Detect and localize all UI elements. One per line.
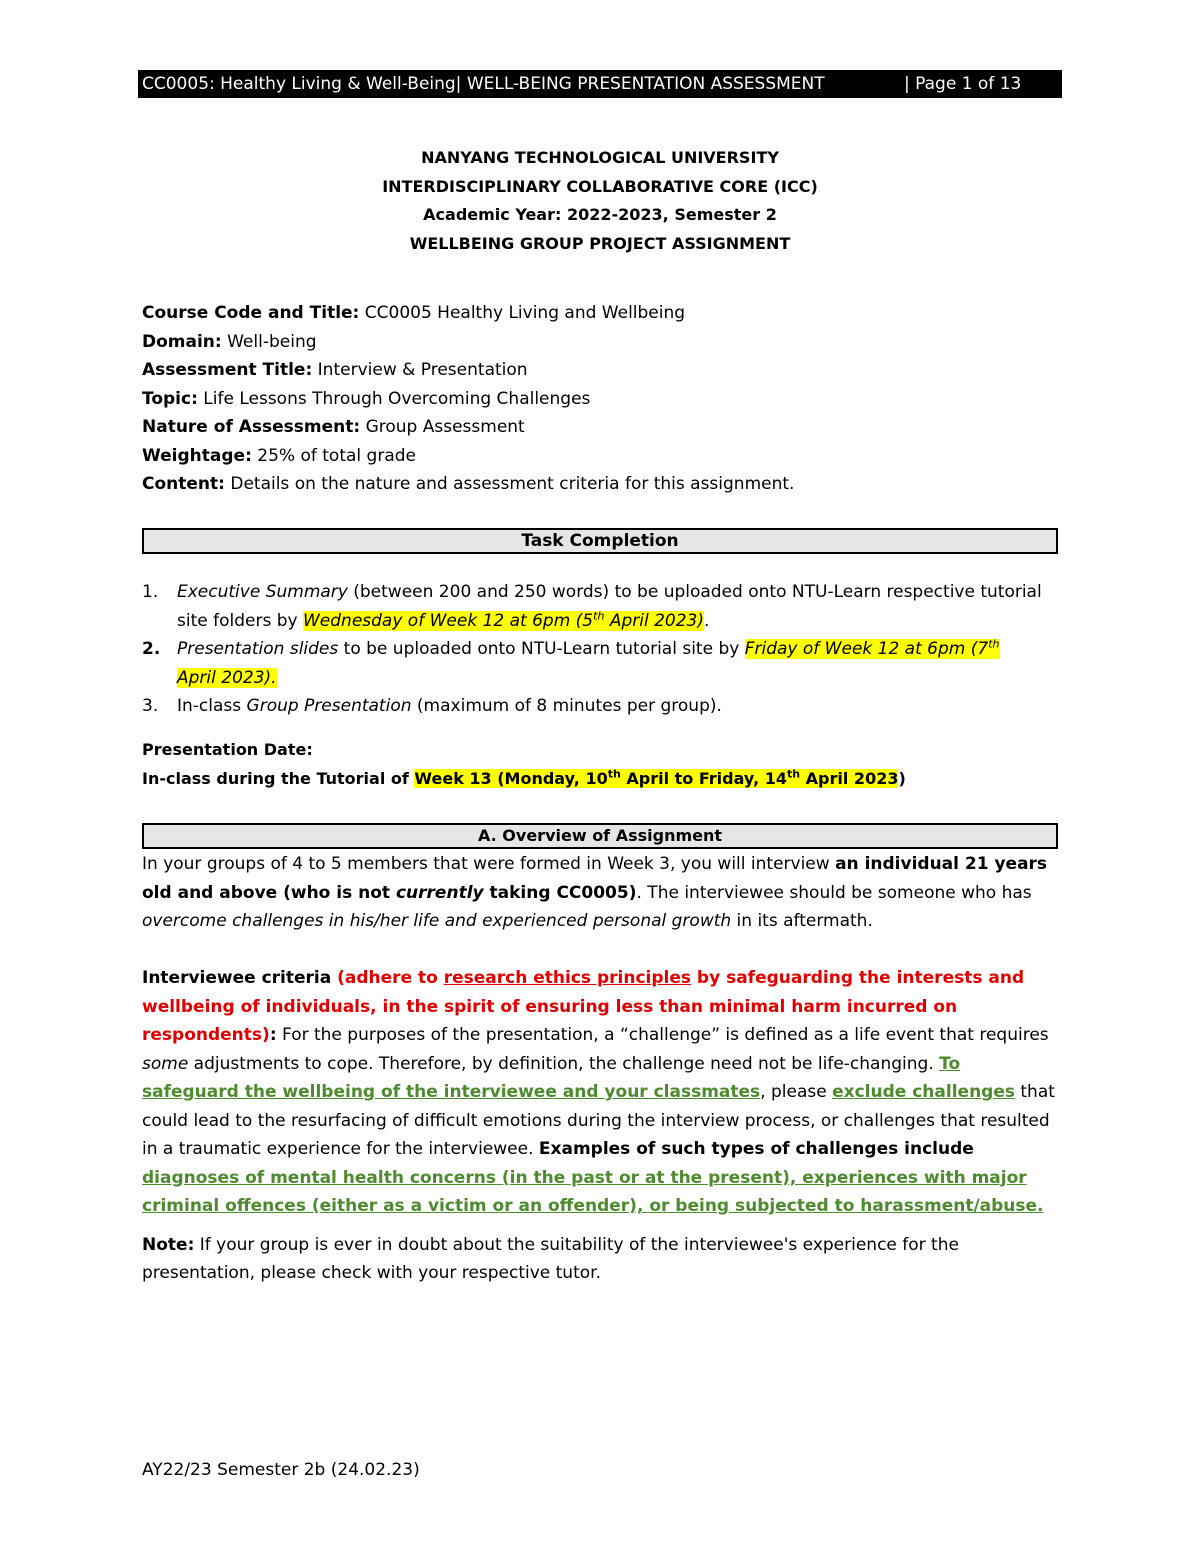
section-heading-overview: A. Overview of Assignment [142,823,1058,849]
task-item-3: 3. In-class Group Presentation (maximum of 8 minutes per group). [142,696,722,716]
overview-paragraph-1: In your groups of 4 to 5 members that were formed in Week 3, you will interview an individual 21 years old and above (who is not currently taking CC0005). The interviewee should be someone who has overcome challenges in his/her life and experienced personal growth in its aftermath. [142,854,1048,931]
presentation-date-label: Presentation Date: [142,740,313,759]
title-academic-year: Academic Year: 2022-2023, Semester 2 [423,205,777,224]
presentation-date-detail: In-class during the Tutorial of Week 13 (Monday, 10th April to Friday, 14th April 2023) [142,767,906,788]
task-item-2: 2. Presentation slides to be uploaded onto NTU-Learn tutorial site by Friday of Week 12 at 6pm (7th April 2023). [142,637,1000,688]
meta-weightage: Weightage: 25% of total grade [142,445,416,466]
title-department: INTERDISCIPLINARY COLLABORATIVE CORE (ICC) [382,176,818,196]
assignment-meta [142,299,1062,499]
meta-course: Course Code and Title: CC0005 Healthy Living and Wellbeing [142,303,686,323]
page-header [138,70,1062,98]
title-university: NANYANG TECHNOLOGICAL UNIVERSITY [421,148,779,167]
overview-paragraph-criteria: Interviewee criteria (adhere to research ethics principles by safeguarding the interests and wellbeing of individuals, in the spirit of ensuring less than minimal harm incurred on respondents): For the purposes of the presentation, a “challenge” is defined as a life event that requires some adjustments to cope. Therefore, by definition, the challenge need not be life-changing. To safeguard the wellbeing of the interviewee and your classmates, please exclude challenges that could lead to the resurfacing of difficult emotions during the interview process, or challenges that resulted in a traumatic experience for the interviewee. Examples of such types of challenges include diagnoses of mental health concerns (in the past or at the present), experiences with major criminal offences (either as a victim or an offender), or being subjected to harassment/abuse. [142,968,1055,1216]
meta-content: Content: Details on the nature and assessment criteria for this assignment. [142,474,795,494]
header-page-number: | Page 1 of 13 [904,74,1022,94]
document-titles [138,144,1062,258]
meta-nature: Nature of Assessment: Group Assessment [142,417,525,437]
header-course-title: CC0005: Healthy Living & Well-Being| WELL-BEING PRESENTATION ASSESSMENT [142,74,825,94]
title-assignment: WELLBEING GROUP PROJECT ASSIGNMENT [409,233,791,253]
section-heading-task-completion: Task Completion [142,528,1058,554]
meta-assessment-title: Assessment Title: Interview & Presentation [142,360,528,380]
task-item-1: 1. Executive Summary (between 200 and 250 words) to be uploaded onto NTU-Learn respective tutorial site folders by Wednesday of Week 12 at 6pm (5th April 2023). [142,582,1042,631]
task-list [142,578,1042,721]
page-footer: AY22/23 Semester 2b (24.02.23) [142,1460,420,1480]
presentation-date [142,736,1062,793]
overview-note: Note: If your group is ever in doubt about the suitability of the interviewee's experience for the presentation, please check with your respective tutor. [142,1234,959,1283]
meta-domain: Domain: Well-being [142,331,317,352]
overview-body [142,850,1060,1288]
meta-topic: Topic: Life Lessons Through Overcoming Challenges [142,388,591,409]
